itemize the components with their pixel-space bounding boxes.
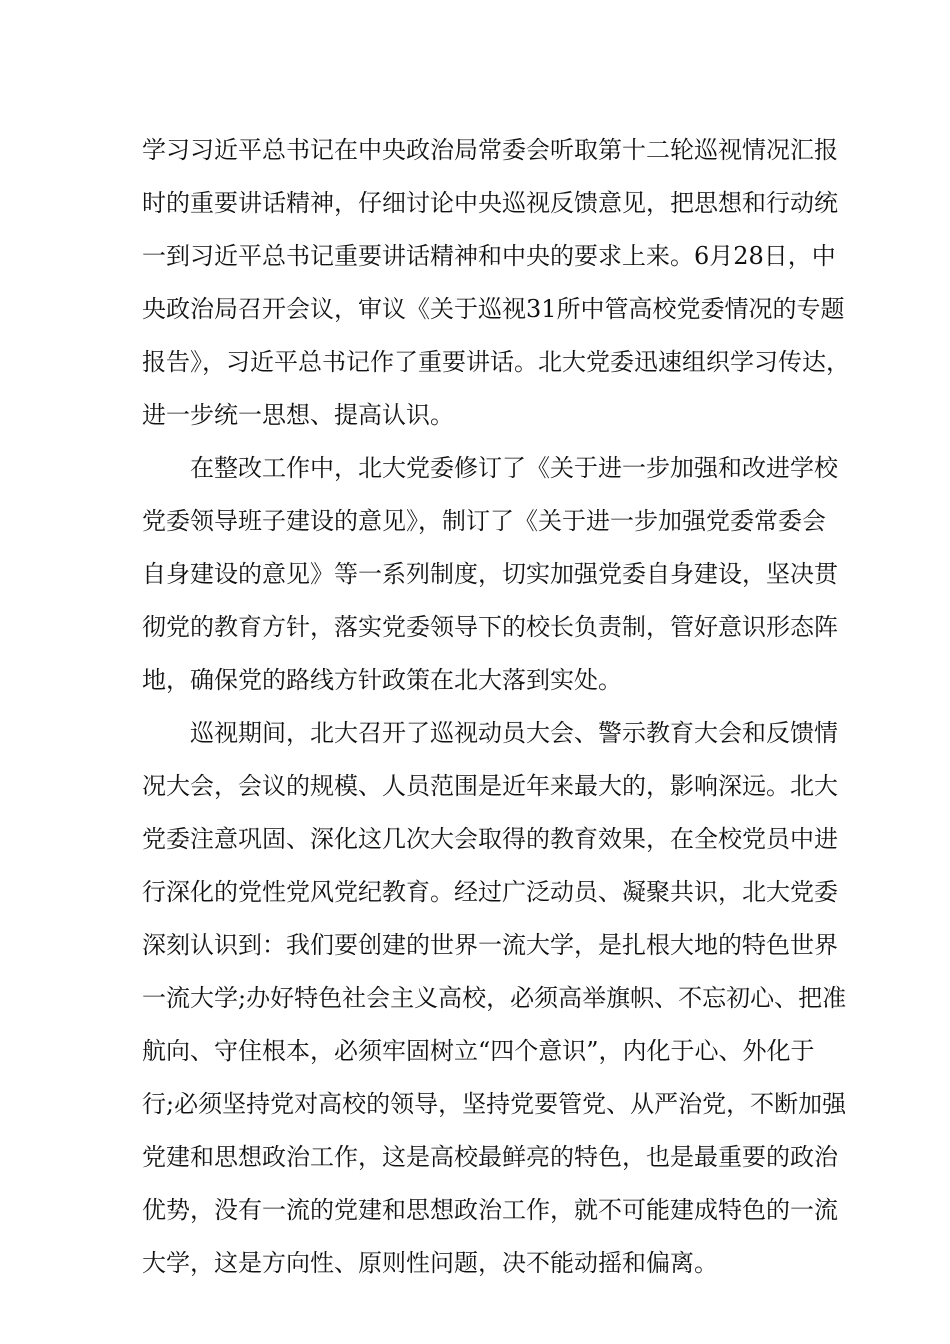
paragraph-3-line-6: 一流大学;办好特色社会主义高校，必须高举旗帜、不忘初心、把准 — [142, 984, 847, 1012]
paragraph-2-line-1: 在整改工作中，北大党委修订了《关于进一步加强和改进学校 — [190, 454, 838, 482]
paragraph-2-line-3: 自身建设的意见》等一系列制度，切实加强党委自身建设，坚决贯 — [142, 560, 838, 588]
paragraph-2-line-4: 彻党的教育方针，落实党委领导下的校长负责制，管好意识形态阵 — [142, 613, 838, 641]
paragraph-3-line-5: 深刻认识到：我们要创建的世界一流大学，是扎根大地的特色世界 — [142, 931, 838, 959]
paragraph-3-line-3: 党委注意巩固、深化这几次大会取得的教育效果，在全校党员中进 — [142, 825, 838, 853]
paragraph-1-line-3: 一到习近平总书记重要讲话精神和中央的要求上来。6月28日，中 — [142, 242, 836, 270]
paragraph-3-line-2: 况大会，会议的规模、人员范围是近年来最大的，影响深远。北大 — [142, 772, 838, 800]
paragraph-3-line-10: 优势，没有一流的党建和思想政治工作，就不可能建成特色的一流 — [142, 1196, 838, 1224]
paragraph-1-line-6: 进一步统一思想、提高认识。 — [142, 401, 454, 429]
paragraph-1-line-1: 学习习近平总书记在中央政治局常委会听取第十二轮巡视情况汇报 — [142, 136, 838, 164]
paragraph-1-line-4: 央政治局召开会议，审议《关于巡视31所中管高校党委情况的专题 — [142, 295, 845, 323]
paragraph-3-line-11: 大学，这是方向性、原则性问题，决不能动摇和偏离。 — [142, 1249, 718, 1277]
paragraph-2-line-2: 党委领导班子建设的意见》，制订了《关于进一步加强党委常委会 — [142, 507, 826, 535]
paragraph-3-line-1: 巡视期间，北大召开了巡视动员大会、警示教育大会和反馈情 — [190, 719, 838, 747]
paragraph-3-line-8: 行;必须坚持党对高校的领导，坚持党要管党、从严治党，不断加强 — [142, 1090, 847, 1118]
paragraph-3-line-4: 行深化的党性党风党纪教育。经过广泛动员、凝聚共识，北大党委 — [142, 878, 838, 906]
paragraph-2-line-5: 地，确保党的路线方针政策在北大落到实处。 — [142, 666, 622, 694]
paragraph-3-line-9: 党建和思想政治工作，这是高校最鲜亮的特色，也是最重要的政治 — [142, 1143, 838, 1171]
paragraph-1-line-2: 时的重要讲话精神，仔细讨论中央巡视反馈意见，把思想和行动统 — [142, 189, 838, 217]
paragraph-1-line-5: 报告》，习近平总书记作了重要讲话。北大党委迅速组织学习传达， — [142, 348, 850, 376]
paragraph-3-line-7: 航向、守住根本，必须牢固树立“四个意识”，内化于心、外化于 — [142, 1037, 815, 1065]
